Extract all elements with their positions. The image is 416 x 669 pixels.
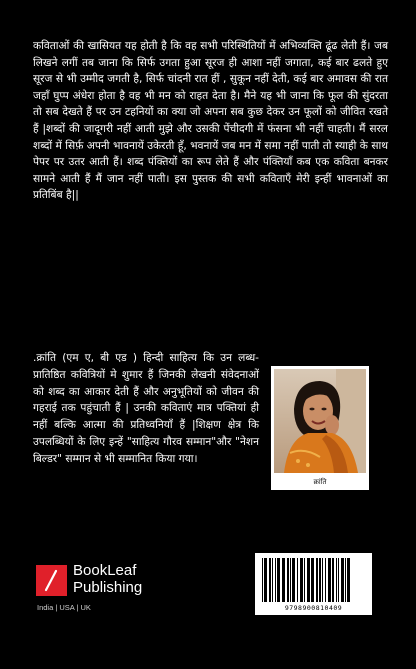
isbn-number: 9798900810409 xyxy=(284,604,343,612)
publisher-name xyxy=(73,562,142,596)
barcode-bar xyxy=(282,558,285,602)
barcode-bar xyxy=(277,558,280,602)
barcode-bar xyxy=(262,558,263,602)
isbn-barcode xyxy=(255,553,372,615)
publisher-logo xyxy=(36,562,176,618)
barcode-bar xyxy=(264,558,267,602)
author-photo xyxy=(274,369,366,473)
author-photo-card xyxy=(271,366,369,490)
barcode-bar xyxy=(287,558,289,602)
publisher-regions: India | USA | UK xyxy=(37,603,91,612)
barcode-bar xyxy=(336,558,337,602)
back-cover-blurb: कविताओं की खासियत यह होती है कि वह सभी परिस्थितियों में अभिव्यक्ति ढूंढ लेती हैं। जब लिखने लगीं तब जाना कि सिर्फ उगता हुआ सूरज ही आशा नहीं जगाता, कई बार ढलते हुए सूरज से भी उम्मीद जगती है, सिर्फ चांदनी रात हीं , सुकून नहीं देती, कई बार अमावस की रात जहाँ घुप्प अंधेरा होता है वह भी मन को राहत देता है। मैने यह भी जाना कि फूल की सुंदरता तो सब देखते हैं पर उन टहनियों का क्या जो अपना सब कुछ देकर उन फूलों को जीवित रखते हैं |शब्दों की जादूगरी नहीं आती मुझे और उसकी पेंचीदगी में फंसना भी नहीं चाहती। मैं सरल शब्दों में सिर्फ़ अपनी भावनायें उकेरती हूँ, भवनायें जब मन में समा नहीं पाती तो स्याही के साथ पेपर पर उतर आती हैं। शब्द पंक्तियों का रूप लेते हैं और पंक्तियाँ कब एक कविता बनकर सामने आती हैं मैं जान नहीं पाती। इस पुस्तक की सभी कविताएँ मेरी इन्हीं भावनाओं का प्रतिबिंब है|| xyxy=(33,40,388,202)
barcode-bar xyxy=(322,558,323,602)
barcode-bar xyxy=(338,558,339,602)
barcode-bar xyxy=(292,558,295,602)
barcode-bar xyxy=(272,558,273,602)
barcode-bar xyxy=(328,558,331,602)
barcode-bar xyxy=(275,558,276,602)
publisher-name-line1: BookLeaf xyxy=(73,562,137,579)
publisher-name-line2: Publishing xyxy=(73,579,143,596)
barcode-bar xyxy=(332,558,334,602)
bookleaf-leaf-icon xyxy=(36,565,67,596)
barcode-bar xyxy=(311,558,314,602)
barcode-bar xyxy=(300,558,303,602)
barcode-bar xyxy=(269,558,271,602)
author-photo-caption: क्रांति xyxy=(313,478,327,486)
barcode-bar xyxy=(290,558,291,602)
barcode-bar xyxy=(304,558,305,602)
barcode-bar xyxy=(345,558,346,602)
barcode-bar xyxy=(297,558,298,602)
author-bio: .क्रांति (एम ए, बी एड ) हिन्दी साहित्य कि उन लब्ध-प्रातिष्ठित कवित्रियों मे शुमार हैं जिनकी लेखनी संवेदनाओं को शब्द का आकार देती हैं और अनुभूतियों को जीवन की गहराई तक पहुंचाती हैं | उनकी कविताएं मात्र पक्तियां ही नहीं बल्कि आत्मा की प्रतिध्वनियाँ हैं |शिक्षण क्षेत्र कि उपलब्धियों के लिए इन्हें "साहित्य गौरव सम्मान"और "नेशन बिल्डर" सम्मान से भी सम्मानित किया गया। xyxy=(33,352,259,465)
barcode-bar xyxy=(347,558,350,602)
barcode-bar xyxy=(307,558,310,602)
barcode-bar xyxy=(325,558,326,602)
barcode-bars xyxy=(260,558,367,602)
barcode-bar xyxy=(316,558,318,602)
barcode-bar xyxy=(319,558,321,602)
barcode-bar xyxy=(341,558,344,602)
